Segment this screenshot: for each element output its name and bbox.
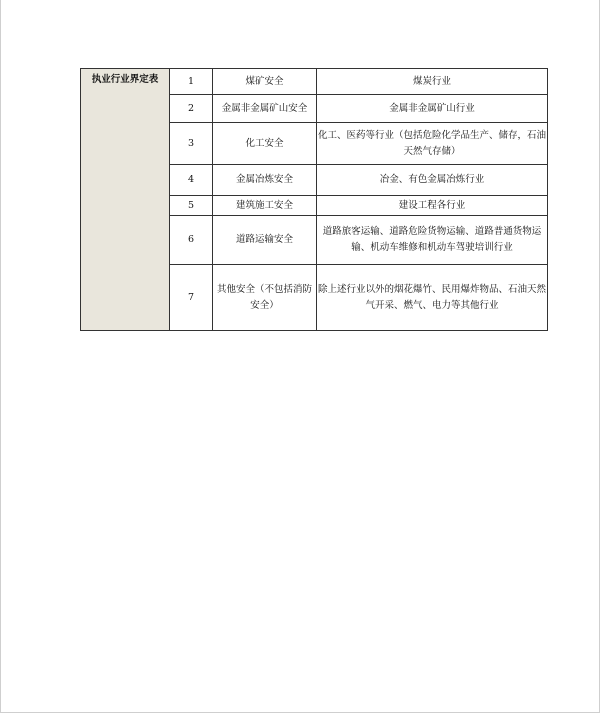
row-number: 2 [170,95,213,123]
industry-cell: 建设工程各行业 [317,196,548,216]
row-number: 4 [170,165,213,196]
category-cell: 化工安全 [213,123,317,165]
category-cell: 金属冶炼安全 [213,165,317,196]
table-row [81,69,548,95]
industry-cell: 金属非金属矿山行业 [317,95,548,123]
category-cell: 煤矿安全 [213,69,317,95]
industry-cell: 煤炭行业 [317,69,548,95]
industry-definition-table [80,68,548,331]
row-number: 3 [170,123,213,165]
industry-cell: 除上述行业以外的烟花爆竹、民用爆炸物品、石油天然气开采、燃气、电力等其他行业 [317,265,548,331]
category-cell: 金属非金属矿山安全 [213,95,317,123]
row-number: 6 [170,216,213,265]
category-cell: 建筑施工安全 [213,196,317,216]
industry-cell: 化工、医药等行业（包括危险化学品生产、储存，石油天然气存储） [317,123,548,165]
industry-cell: 道路旅客运输、道路危险货物运输、道路普通货物运输、机动车维修和机动车驾驶培训行业 [317,216,548,265]
table-title: 执业行业界定表 [81,69,170,331]
category-cell: 其他安全（不包括消防安全） [213,265,317,331]
row-number: 7 [170,265,213,331]
row-number: 5 [170,196,213,216]
industry-cell: 冶金、有色金属冶炼行业 [317,165,548,196]
row-number: 1 [170,69,213,95]
category-cell: 道路运输安全 [213,216,317,265]
